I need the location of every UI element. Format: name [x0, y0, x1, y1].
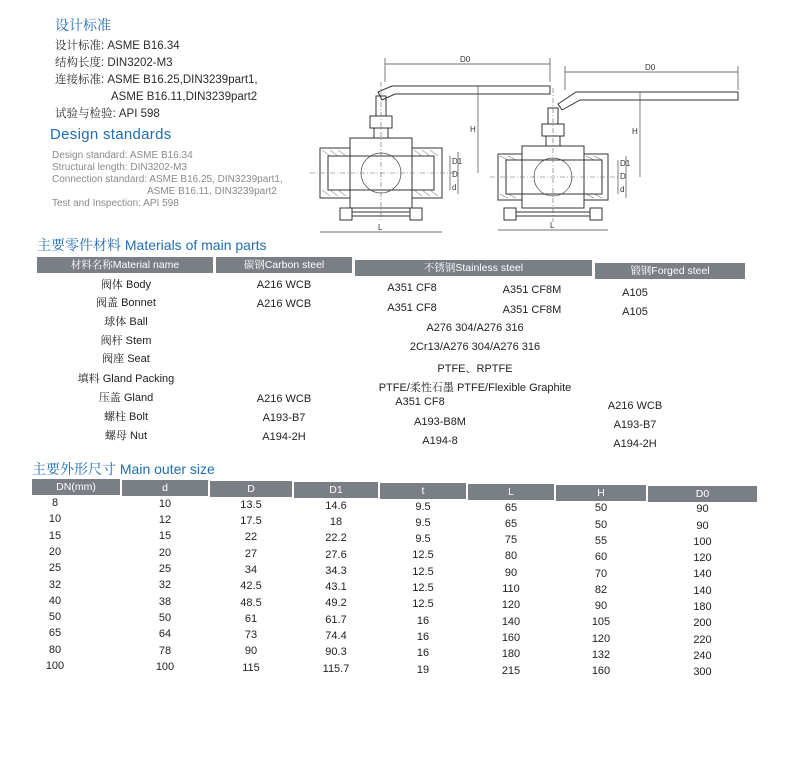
size-cell-h: 50: [594, 502, 608, 515]
design-en-line-4: ASME B16.11, DIN3239part2: [147, 186, 277, 197]
mat-row-nut-forged: A194-2H: [613, 438, 657, 450]
size-cell-d0: 120: [693, 552, 712, 565]
sizes-header-t: t: [380, 483, 466, 499]
size-cell-l: 180: [501, 648, 521, 661]
size-cell-d0: 140: [693, 568, 712, 581]
size-cell-dn: 8: [51, 497, 59, 509]
mat-row-seat-common: PTFE、RPTFE: [437, 363, 513, 375]
mat-row-bonnet-carbon: A216 WCB: [256, 298, 312, 310]
size-cell-h: 160: [591, 665, 611, 678]
size-cell-h: 55: [594, 534, 608, 547]
size-cell-h: 50: [594, 518, 608, 531]
size-cell-h: 70: [594, 567, 608, 580]
size-cell-dn: 10: [48, 513, 62, 526]
mat-row-nut-name: 螺母 Nut: [104, 430, 148, 442]
valve-drawings: [300, 52, 770, 237]
design-title-cn: 设计标准: [55, 17, 111, 33]
size-cell-l: 75: [504, 534, 518, 547]
mat-row-body-ss1: A351 CF8: [387, 282, 437, 294]
size-cell-h: 120: [591, 632, 611, 645]
size-cell-d-small: 78: [158, 644, 172, 657]
design-line-5: 试验与检验: API 598: [55, 108, 160, 120]
size-cell-d1: 90.3: [325, 646, 347, 659]
design-en-line-5: Test and Inspection: API 598: [52, 198, 179, 209]
size-cell-h: 82: [594, 583, 608, 596]
size-cell-d0: 140: [693, 584, 712, 597]
materials-header-carbon: 碳钢Carbon steel: [216, 257, 352, 273]
mat-row-bonnet-ss1: A351 CF8: [387, 302, 437, 314]
size-cell-l: 65: [504, 501, 518, 514]
size-cell-d-small: 15: [158, 530, 172, 543]
sizes-header-d: D: [210, 481, 292, 497]
table-row: [32, 530, 757, 546]
size-cell-d0: 180: [693, 601, 712, 614]
size-cell-d: 27: [244, 547, 258, 560]
sizes-title: 主要外形尺寸 Main outer size: [32, 461, 215, 477]
size-cell-t: 12.5: [412, 565, 434, 578]
mat-row-bonnet-ss2: A351 CF8M: [502, 304, 562, 316]
mat-row-nut-ss1: A194-8: [422, 435, 458, 447]
size-cell-d-small: 100: [155, 660, 175, 673]
size-cell-t: 12.5: [412, 582, 434, 595]
size-cell-d-small: 38: [158, 595, 172, 608]
size-cell-d-small: 64: [158, 628, 172, 641]
table-row: [32, 627, 757, 646]
size-cell-l: 160: [501, 631, 521, 644]
mat-row-bolt-ss1: A193-B8M: [414, 416, 466, 428]
size-cell-d: 34: [244, 563, 258, 576]
size-cell-d1: 115.7: [322, 662, 350, 675]
size-cell-d: 48.5: [240, 596, 262, 609]
size-cell-l: 215: [501, 664, 521, 677]
mat-row-body-name: 阀体 Body: [100, 279, 152, 291]
size-cell-l: 65: [504, 517, 518, 530]
size-cell-d: 90: [244, 645, 258, 658]
table-row: [32, 594, 757, 614]
mat-row-stem-common: 2Cr13/A276 304/A276 316: [409, 341, 541, 353]
label-d-left: d: [452, 183, 457, 192]
size-cell-d0: 220: [693, 633, 712, 646]
mat-row-body-ss2: A351 CF8M: [502, 284, 562, 296]
size-cell-d1: 27.6: [325, 548, 347, 561]
size-cell-d1: 74.4: [325, 630, 347, 643]
valve-drawing-right: [490, 63, 738, 230]
size-cell-d-small: 10: [158, 497, 172, 510]
sizes-header-d-small: d: [122, 480, 208, 496]
size-cell-l: 90: [504, 566, 518, 579]
design-line-1: 设计标准: ASME B16.34: [55, 40, 180, 52]
size-cell-l: 120: [501, 599, 521, 612]
mat-row-gland-ss1: A351 CF8: [395, 396, 445, 408]
design-en-line-3: Connection standard: ASME B16.25, DIN3239part1,: [52, 174, 283, 185]
size-cell-t: 16: [416, 614, 430, 627]
table-row: [32, 644, 757, 660]
design-line-3: 连接标准: ASME B16.25,DIN3239part1,: [55, 74, 258, 86]
size-cell-t: 16: [416, 647, 430, 660]
design-en-line-2: Structural length: DIN3202-M3: [52, 162, 188, 173]
size-cell-d1: 49.2: [325, 597, 347, 610]
sizes-table-body: [32, 497, 757, 697]
mat-row-bolt-name: 螺柱 Bolt: [103, 411, 148, 423]
size-cell-t: 16: [416, 630, 430, 643]
label-dd-left: D: [452, 170, 458, 179]
size-cell-d: 115: [242, 661, 260, 674]
size-cell-d: 73: [244, 629, 258, 642]
mat-row-seat-name: 阀座 Seat: [102, 353, 150, 365]
size-cell-l: 80: [504, 550, 518, 563]
size-cell-d0: 90: [696, 503, 709, 516]
size-cell-d1: 43.1: [325, 581, 347, 594]
label-d-right: d: [620, 185, 625, 194]
mat-row-bolt-carbon: A193-B7: [262, 412, 306, 424]
mat-row-gland-name: 压盖 Gland: [98, 392, 154, 404]
size-cell-d0: 240: [693, 649, 712, 662]
size-cell-d-small: 20: [158, 546, 172, 559]
mat-row-body-forged: A105: [622, 287, 648, 299]
size-cell-d0: 100: [693, 535, 712, 548]
sizes-header-l: L: [468, 484, 554, 500]
sizes-header-h: H: [556, 485, 646, 501]
size-cell-d: 42.5: [240, 580, 262, 593]
materials-header-forged: 锻钢Forged steel: [595, 263, 745, 279]
sizes-header-row: [32, 479, 757, 500]
size-cell-dn: 80: [48, 643, 62, 656]
size-cell-dn: 65: [48, 627, 62, 640]
size-cell-d: 22: [244, 531, 258, 544]
size-cell-d: 13.5: [240, 498, 262, 511]
table-row: [32, 545, 757, 565]
mat-row-packing-common: PTFE/柔性石墨 PTFE/Flexible Graphite: [378, 382, 572, 394]
design-en-line-1: Design standard: ASME B16.34: [52, 150, 193, 161]
label-l-left: L: [378, 223, 383, 232]
size-cell-d1: 61.7: [325, 613, 347, 626]
label-d1-left: D1: [452, 157, 463, 166]
design-title-en: Design standards: [50, 126, 172, 143]
label-d1-right: D1: [620, 159, 631, 168]
size-cell-h: 105: [591, 616, 611, 629]
size-cell-d0: 90: [696, 519, 709, 532]
mat-row-nut-carbon: A194-2H: [262, 431, 306, 443]
sizes-header-dn: DN(mm): [32, 479, 120, 495]
size-cell-l: 110: [502, 583, 520, 595]
sizes-header-d0: D0: [648, 486, 757, 502]
mat-row-bonnet-forged: A105: [622, 306, 648, 318]
table-row: [32, 579, 757, 595]
size-cell-h: 90: [594, 600, 608, 613]
sizes-header-d1: D1: [294, 482, 378, 498]
size-cell-dn: 25: [48, 562, 62, 575]
table-row: [32, 497, 757, 516]
mat-row-gland-carbon: A216 WCB: [256, 393, 312, 405]
mat-row-stem-name: 阀杆 Stem: [100, 335, 152, 347]
materials-header-stainless: 不锈钢Stainless steel: [355, 260, 592, 276]
size-cell-d-small: 50: [158, 611, 172, 624]
size-cell-dn: 50: [48, 611, 62, 624]
design-line-4: ASME B16.11,DIN3239part2: [111, 91, 258, 103]
label-d0-left: D0: [460, 55, 471, 64]
table-row: [32, 513, 757, 532]
size-cell-h: 132: [591, 649, 611, 662]
size-cell-h: 60: [594, 551, 608, 564]
size-cell-d1: 34.3: [325, 564, 347, 577]
size-cell-t: 19: [416, 663, 430, 676]
size-cell-dn: 32: [48, 578, 62, 591]
size-cell-d1: 22.2: [325, 532, 347, 545]
materials-header-name: 材料名称Material name: [37, 257, 213, 273]
size-cell-d0: 300: [693, 666, 712, 679]
size-cell-dn: 100: [45, 660, 65, 672]
label-dd-right: D: [620, 172, 626, 181]
size-cell-t: 9.5: [415, 500, 431, 513]
size-cell-d: 17.5: [240, 515, 262, 528]
table-row: [32, 660, 757, 679]
mat-row-bolt-forged: A193-B7: [613, 419, 657, 431]
size-cell-d-small: 25: [158, 563, 172, 576]
label-d0-right: D0: [645, 63, 656, 72]
size-cell-t: 9.5: [415, 516, 431, 529]
valve-drawing-left: [310, 55, 550, 232]
size-cell-d-small: 12: [158, 514, 172, 527]
materials-title: 主要零件材料 Materials of main parts: [37, 237, 267, 253]
mat-row-ball-name: 球体 Ball: [104, 316, 148, 328]
size-cell-t: 12.5: [412, 598, 434, 611]
mat-row-packing-name: 填料 Gland Packing: [77, 373, 175, 385]
table-row: [32, 611, 757, 630]
label-l-right: L: [550, 221, 555, 230]
table-row: [32, 562, 757, 581]
size-cell-t: 9.5: [415, 533, 431, 546]
label-h-left: H: [470, 125, 476, 134]
mat-row-ball-common: A276 304/A276 316: [426, 322, 524, 334]
size-cell-d0: 200: [693, 617, 712, 630]
size-cell-dn: 40: [48, 594, 62, 607]
size-cell-t: 12.5: [412, 549, 434, 562]
mat-row-body-carbon: A216 WCB: [256, 279, 312, 291]
size-cell-d1: 18: [329, 515, 343, 528]
mat-row-bonnet-name: 阀盖 Bonnet: [96, 297, 156, 309]
size-cell-d: 61: [244, 612, 258, 625]
size-cell-l: 140: [501, 615, 521, 628]
label-h-right: H: [632, 127, 638, 136]
size-cell-d-small: 32: [158, 579, 172, 592]
size-cell-dn: 15: [48, 529, 62, 542]
size-cell-dn: 20: [48, 545, 62, 558]
size-cell-d1: 14.6: [325, 499, 347, 512]
mat-row-gland-forged: A216 WCB: [607, 400, 663, 412]
design-line-2: 结构长度: DIN3202-M3: [55, 57, 173, 69]
